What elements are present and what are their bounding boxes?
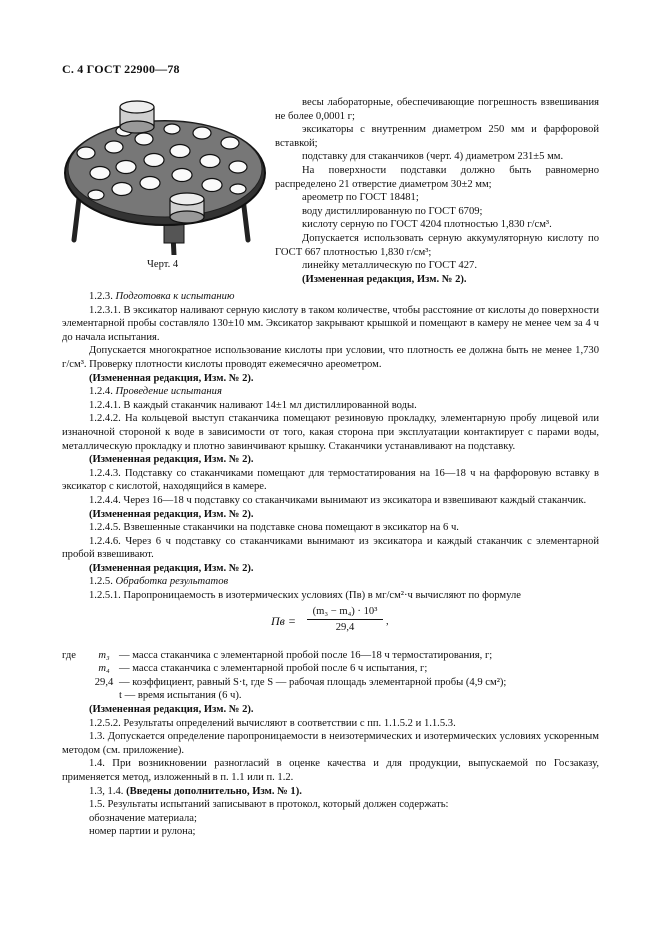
- list-item: обозначение материала;: [89, 812, 197, 824]
- definition-symbol: 29,4: [94, 676, 114, 688]
- formula: [62, 603, 599, 649]
- amendment-note: (Введены дополнительно, Изм. № 1).: [126, 785, 302, 797]
- paragraph: 1.2.4.4. Через 16—18 ч подставку со стаканчиками вынимают из эксикатора и взвешивают каждый стаканчик.: [89, 494, 587, 506]
- figure-caption: Черт. 4: [147, 259, 179, 270]
- list-item: кислоту серную по ГОСТ 4204 плотностью 1,830 г/см³.: [302, 219, 552, 231]
- list-item: Допускается использовать серную аккумуляторную кислоту по ГОСТ 667 плотностью 1,830 г/см³;: [275, 232, 599, 258]
- list-item: весы лабораторные, обеспечивающие погрешность взвешивания не более 0,0001 г;: [275, 97, 599, 122]
- paragraph: 1.2.3.1. В эксикатор наливают серную кислоту в таком количестве, чтобы расстояние от кислоты до поверхности элементарной пробы составляло 130±10 мм. Эксикатор закрывают крышкой и помещают в камеру не менее чем за 4 ч до начала испытания.: [62, 304, 599, 343]
- amendment-note: (Измененная редакция, Изм. № 2).: [89, 454, 254, 466]
- list-item: эксикаторы с внутренним диаметром 250 мм и фарфоровой вставкой;: [275, 124, 599, 149]
- definition-row: [62, 689, 599, 703]
- section-heading: [62, 290, 599, 304]
- formula-numerator: (m₃ − m₄) · 10³: [307, 605, 383, 621]
- definition-lead: [62, 676, 89, 690]
- formula-comma: ,: [386, 615, 389, 627]
- figure-4: [62, 95, 272, 275]
- paragraph: 1.2.4.2. На кольцевой выступ стаканчика помещают резиновую прокладку, элементарную пробу лицевой или изнаночной стороной к воде в зависимости от того, какая сторона при эксплуатации контактирует с парами воды, металлическую прокладку и плотно завинчивают крышку. Стаканчики устанавливают на подставку.: [62, 413, 599, 452]
- definition-text: — масса стаканчика с элементарной пробой после 16—18 ч термостатирования, г;: [119, 649, 493, 661]
- paragraph: 1.3. Допускается определение паропроницаемости в неизотермических и изотермических условиях ускоренным методом (см. приложение).: [62, 731, 599, 756]
- definition-lead: где: [62, 649, 76, 661]
- list-item: подставку для стаканчиков (черт. 4) диаметром 231±5 мм.: [302, 151, 564, 163]
- section-title: Обработка результатов: [115, 576, 229, 588]
- paragraph: 1.4. При возникновении разногласий в оценке качества и для продукции, выпускаемой по Госзаказу, применяется метод, изложенный в п. 1.1 или п. 1.2.: [62, 758, 599, 783]
- amendment-note: (Измененная редакция, Изм. № 2).: [89, 508, 254, 520]
- section-heading: [62, 385, 599, 399]
- section-number: 1.2.4.: [89, 386, 113, 398]
- section-title: Подготовка к испытанию: [115, 291, 235, 302]
- list-item: ареометр по ГОСТ 18481;: [302, 192, 419, 204]
- definition-symbol: m₃: [98, 649, 110, 661]
- section-title: Проведение испытания: [115, 386, 222, 398]
- paragraph: 1.5. Результаты испытаний записывают в протокол, который должен содержать:: [89, 799, 449, 811]
- formula-lhs: Пв =: [271, 613, 296, 628]
- section-number: 1.3, 1.4.: [89, 785, 124, 797]
- definition-text: — коэффициент, равный S·t, где S — рабочая площадь элементарной пробы (4,9 см²);: [119, 676, 507, 688]
- formula-denominator: 29,4: [335, 622, 355, 634]
- equipment-list: [275, 96, 599, 286]
- definition-text: t — время испытания (6 ч).: [119, 690, 242, 702]
- paragraph: 1.2.5.1. Паропроницаемость в изотермических условиях (Пв) в мг/см²·ч вычисляют по формуле: [89, 590, 521, 602]
- definition-row: [62, 676, 599, 690]
- list-item: воду дистиллированную по ГОСТ 6709;: [302, 205, 483, 217]
- amendment-note: (Измененная редакция, Изм. № 2).: [89, 372, 254, 384]
- paragraph: 1.2.4.6. Через 6 ч подставку со стаканчиками вынимают из эксикатора и каждый стаканчик с элементарной пробой взвешивают.: [62, 535, 599, 561]
- list-item: номер партии и рулона;: [89, 826, 196, 838]
- main-text: [62, 290, 599, 839]
- amendment-note: (Измененная редакция, Изм. № 2).: [89, 704, 254, 716]
- formula-definitions: [62, 649, 599, 703]
- paragraph: [62, 785, 599, 799]
- desiccator-stand-illustration: [62, 95, 272, 255]
- list-item: линейку металлическую по ГОСТ 427.: [302, 260, 477, 272]
- amendment-note: (Измененная редакция, Изм. № 2).: [89, 562, 254, 574]
- formula-fraction: [307, 605, 383, 635]
- definition-symbol: m₄: [98, 663, 110, 675]
- definition-row: [62, 649, 599, 663]
- paragraph: 1.2.4.3. Подставку со стаканчиками помещают для термостатирования на 16—18 ч на фарфоровую вставку в эксикатор с кислотой, находящийся в камере.: [62, 467, 599, 493]
- definition-text: — масса стаканчика с элементарной пробой после 6 ч испытания, г;: [119, 663, 428, 675]
- definition-lead: [62, 689, 89, 703]
- definition-symbol: [89, 689, 119, 703]
- amendment-note: (Измененная редакция, Изм. № 2).: [302, 273, 467, 285]
- definition-row: [62, 662, 599, 676]
- paragraph: 1.2.4.5. Взвешенные стаканчики на подставке снова помещают в эксикатор на 6 ч.: [89, 522, 459, 534]
- page-header: С. 4 ГОСТ 22900—78: [62, 62, 180, 76]
- list-item: На поверхности подставки должно быть равномерно распределено 21 отверстие диаметром 30±2 мм;: [275, 164, 599, 190]
- definition-lead: [62, 662, 89, 676]
- paragraph: 1.2.5.2. Результаты определений вычисляют в соответствии с пп. 1.1.5.2 и 1.1.5.3.: [89, 717, 456, 729]
- section-number: 1.2.3.: [89, 291, 113, 302]
- paragraph: 1.2.4.1. В каждый стаканчик наливают 14±1 мл дистиллированной воды.: [89, 399, 417, 411]
- paragraph: Допускается многократное использование кислоты при условии, что плотность ее должна быть не менее 1,730 г/см³. Проверку плотности кислоты проводят ежемесячно ареометром.: [62, 345, 599, 370]
- section-number: 1.2.5.: [89, 576, 113, 588]
- section-heading: [62, 575, 599, 589]
